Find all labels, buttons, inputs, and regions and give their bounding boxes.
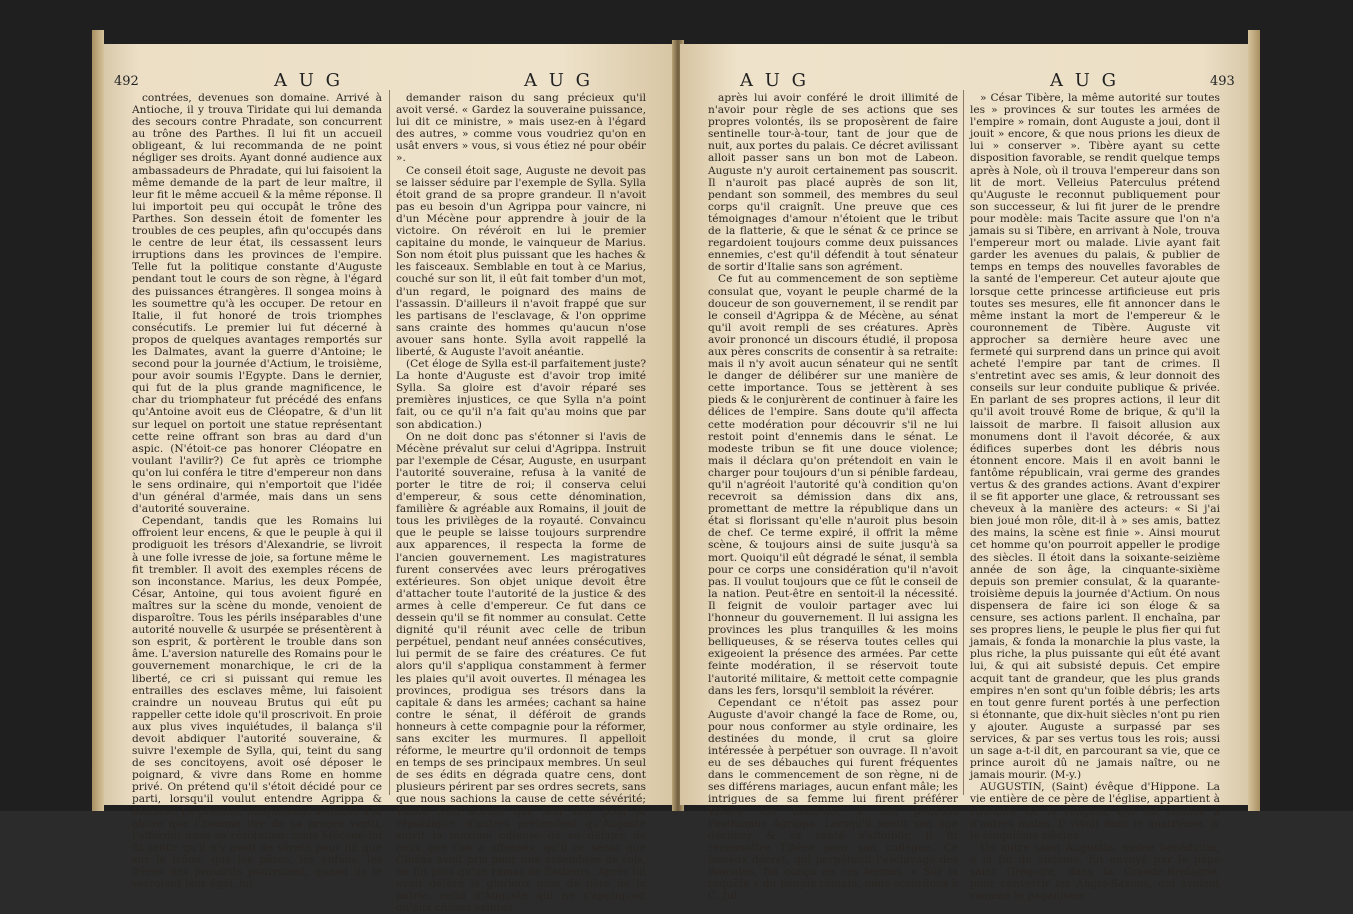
right-page-number: 493 [1210, 74, 1235, 89]
left-column-2 [396, 92, 646, 914]
left-columns [104, 92, 676, 914]
paragraph: On ne doit donc pas s'étonner si l'avis de Mécène prévalut sur celui d'Agrippa. Instruit par l'exemple de César, Auguste, en usurpant l'autorité souveraine, refusa à la vanité de porter le titre de roi; il conserva celui d'empereur, & sous cette dénomination, familière & agréable aux Romains, il jouit de tous les privilèges de la royauté. Convaincu que le peuple se laisse toujours surprendre aux apparences, il respecta la forme de l'ancien gouvernement. Les magistratures furent conservées avec leurs prérogatives extérieures. Son objet unique devoit être d'attacher toute l'autorité de la justice & des armes à celle d'empereur. Ce fut dans ce dessein qu'il se fit nommer au consulat. Cette dignité qu'il réunit avec celle de tribun perpétuel, pendant neuf années consécutives, lui permit de se faire des créatures. Ce fut alors qu'il s'appliqua constamment à fermer les plaies qu'il avoit ouvertes. Il ménagea les provinces, prodigua ses trésors dans la capitale & dans les armées; cachant sa haine contre le sénat, il déféroit de grands honneurs à cette compagnie pour la réformer, sans exciter les murmures. Il appelloit réforme, le meurtre qu'il ordonnoit de temps en temps de ses principaux membres. Un seul de ses édits en dégrada quatre cens, dont plusieurs périrent par ses ordres secrets, sans que nous sachions la cause de cette sévérité; Tacite n'en accuse que leur zèle pour la république: d'autres prétendent qu'Auguste suivit la maxime odieuse de se défaire de ceux que l'on a offensés; qu'il ce sénat que Cinéas avoit pris pour une assemblée de rois, ne fut plus qu'un ramas de flatteurs. Après lui avoir déféré le glorieux nom de père de la patrie, celui d'Auguste qui ne s'appliquoit qu'aux choses saintes, [396, 430, 646, 914]
left-running-head: A U G [274, 70, 343, 91]
paragraph: Cependant, tandis que les Romains lui offroient leur encens, & que le peuple à qui il prodiguoit les trésors d'Alexandrie, se livroit à une folle ivresse de joie, sa fortune même le fit trembler. Il avoit des exemples récens de son inconstance. Marius, les deux Pompée, César, Antoine, qui tous avoient figuré en maîtres sur la scène du monde, venoient de disparoître. Tous les périls inséparables d'une autorité nouvelle & usurpée se présentèrent à son esprit, & portèrent le trouble dans son âme. L'aversion naturelle des Romains pour le gouvernement monarchique, le cri de la liberté, ce cri si puissant qui remue les entrailles des esclaves même, lui faisoient craindre un nouveau Brutus qui eût pu rappeller cette idole qu'il proscrivoit. En proie aux plus vives inquiétudes, il balança s'il devoit abdiquer l'autorité souveraine, & suivre l'exemple de Sylla, qui, teint du sang de ses concitoyens, avoit osé déposer le poignard, & vivre dans Rome en homme privé. On prétend qu'il s'étoit décidé pour ce parti, lorsqu'il voulut entendre Agrippa & Mécène. Le premier, uniquement sensible à la gloire que l'homme tire de sa propre vertu, l'affermit dans sa résolution: mais Mécène lui fit sentir qu'il n'y avoit de sûreté pour lui que sur le trône; que les pères, les enfans, les frères des proscrits pourroient, quand ils le verroient leur égal, lui [132, 515, 382, 891]
left-column-1 [132, 92, 382, 891]
paragraph: Cependant ce n'étoit pas assez pour Auguste d'avoir changé la face de Rome, ou, pour nous conformer au style ordinaire, les destinées du monde, il crut sa gloire intéressée à perpétuer son ouvrage. Il n'avoit eu de ses débauches qui furent fréquentes dans le commencement de son règne, ni de ses différens mariages, aucun enfant mâle; les intrigues de sa femme lui firent préférer Tibère son beau-fils, à son petit-fils Posthumus Agrippa. Lorsqu'il sentit son âge décliner & sa santé s'affoiblir, il fit reconnoître Tibère pour son collègue. Ce fameux décret, qui perpétuoit l'esclavage des Romains, fut conçu en ces termes. « Sur la requête » du peuple romain, nous accordons à C. Jul. [708, 696, 958, 903]
right-page [680, 44, 1248, 903]
paragraph: Ce conseil étoit sage, Auguste ne devoit pas se laisser séduire par l'exemple de Sylla. Sylla étoit grand de sa propre grandeur. Il n'avoit pas eu besoin d'un Agrippa pour vaincre, ni d'un Mécène pour apprendre à jouir de la victoire. On révéroit en lui le premier capitaine du monde, le vainqueur de Marius. Son nom étoit plus puissant que les haches & les faisceaux. Semblable en tout à ce Marius, couché sur son lit, il eût fait tomber d'un mot, d'un regard, le poignard des mains de l'assassin. D'ailleurs il n'avoit frappé que sur les partisans de l'esclavage, & l'on opprime sans crainte des hommes qu'aucun n'ose avouer sans honte. Sylla avoit rappellé la liberté, & Auguste l'avoit anéantie. [396, 164, 646, 358]
paragraph: Un autre saint Augustin, moine bénédictin, à la fin du sixième, fut envoyé par le pape saint Grégoire, dans la Grande-Bretagne, pour convertir les Anglo-Saxons, qui avoient ramené le paganisme [970, 841, 1220, 903]
paragraph: contrées, devenues son domaine. Arrivé à Antioche, il y trouva Tiridate qui lui demanda des secours contre Phradate, son concurrent au trône des Parthes. Il lui fit un accueil obligeant, & lui recommanda de ne point négliger ses droits. Ayant donné audience aux ambassadeurs de Phradate, qui lui faisoient la même demande de la part de leur maître, il leur fit le même accueil & la même réponse. Il lui importoit peu qui occupât le trône des Parthes. Son dessein étoit de fomenter les troubles de ces peuples, afin qu'occupés dans le centre de leur état, ils cessassent leurs irruptions dans les provinces de l'empire. Telle fut la politique constante d'Auguste pendant tout le cours de son règne, à l'égard des puissances étrangères. Il songea moins à les soumettre qu'à les occuper. De retour en Italie, il fut honoré de trois triomphes consécutifs. Le premier lui fut décerné à propos de quelques avantages remportés sur les Dalmates, avant la guerre d'Antoine; le second pour la journée d'Actium, le troisième, pour avoir soumis l'Egypte. Dans le dernier, qui fut de la plus grande magnificence, le char du triomphateur fut précédé des enfans qu'Antoine avoit eus de Cléopatre, & d'un lit sur lequel on portoit une statue représentant cette reine offrant son bras au dard d'un aspic. (N'étoit-ce pas honorer Cléopatre en voulant l'avilir?) Ce fut après ce triomphe qu'on lui conféra le titre d'empereur non dans le sens ordinaire, qui n'emportoit que l'idée d'un général d'armée, mais dans un sens d'autorité souveraine. [132, 92, 382, 516]
right-column-2 [970, 92, 1220, 903]
paragraph: demander raison du sang précieux qu'il avoit versé. « Gardez la souveraine puissance, lui dit ce ministre, » mais usez-en à l'égard des autres, » comme vous voudriez qu'on en usât envers » vous, si vous étiez né pour obéir ». [396, 92, 646, 165]
right-running-head: A U G [1050, 70, 1119, 91]
right-column-1 [708, 92, 959, 903]
paragraph: (Cet éloge de Sylla est-il parfaitement juste? La honte d'Auguste est d'avoir trop imité Sylla. Sa gloire est d'avoir réparé ses premières injustices, ce que Sylla n'a point fait, ou ce qu'il n'a fait qu'au moins que par son abdication.) [396, 358, 646, 431]
right-columns [680, 92, 1248, 903]
paragraph: Ce fut au commencement de son septième consulat que, voyant le peuple charmé de la douceur de son gouvernement, il se rendit par le conseil d'Agrippa & de Mécène, au sénat qu'il avoit rempli de ses créatures. Après avoir prononcé un discours étudié, il proposa aux pères conscrits de consentir à sa retraite: mais il n'y avoit aucun sénateur qui ne sentît le danger de délibérer sur une manière de cette importance. Tous se jettèrent à ses pieds & le conjurèrent de continuer à faire les délices de l'empire. Sans doute qu'il affecta cette modération pour découvrir s'il ne lui restoit point d'ennemis dans le sénat. Le modeste tribun se fit une douce violence; mais il déclara qu'on prétendoit en vain le charger pour toujours d'un si pénible fardeau, qu'il n'agréoit l'autorité qu'à condition qu'on recevroit sa démission dans dix ans, promettant de mettre la république dans un état si florissant qu'elle n'auroit plus besoin de chef. Ce terme expiré, il offrit la même scène, & toujours ainsi de suite jusqu'à sa mort. Quoiqu'il eût dégradé le sénat, il sembla pour ce corps une considération qu'il n'avoit pas. Il voulut toujours que ce fût le conseil de la nation. Peut-être en sentoit-il la nécessité. Il feignit de vouloir partager avec lui l'honneur du gouvernement. Il lui assigna les provinces les plus tranquilles & les moins belliqueuses, & se réserva toutes celles qui exigeoient la présence des armées. Par cette feinte modération, il se réservoit toute l'autorité militaire, & mettoit cette compagnie dans les fers, lorsqu'il sembloit la révérer. [708, 273, 959, 697]
left-page-number: 492 [114, 74, 139, 89]
paragraph: après lui avoir conféré le droit illimité de n'avoir pour règle de ses actions que ses propres volontés, ils se proposèrent de faire sentinelle tour-à-tour, tant de jour que de nuit, aux portes du palais. Ce décret avilissant alloit passer sans un bon mot de Labeon. Auguste n'y auroit certainement pas souscrit. Il n'auroit pas placé auprès de son lit, pendant son sommeil, des membres du seul corps qu'il craignît. Une preuve que ces témoignages d'amour n'étoient que le tribut de la flatterie, & que le sénat & ce prince se regardoient toujours comme deux puissances ennemies, c'est qu'il défendit à tout sénateur de sortir d'Italie sans son agrément. [708, 92, 958, 274]
left-page-edge [92, 30, 104, 811]
right-page-edge [1248, 30, 1260, 811]
left-page [104, 44, 676, 914]
right-running-head-col1: A U G [740, 70, 809, 91]
paragraph: AUGUSTIN, (Saint) évêque d'Hippone. La vie entière de ce père de l'église, appartient à l'histoire de la religion, qui est confiée à d'autres mains. Il vivoit dans le quatrième, & le cinquième siècles. [970, 781, 1220, 842]
left-page-header [104, 70, 676, 90]
paragraph: » César Tibère, la même autorité sur toutes les » provinces & sur toutes les armées de l'empire » romain, dont Auguste a joui, dont il jouit » encore, & que nous prions les dieux de lui » conserver ». Tibère ayant su cette disposition favorable, se rendit quelque temps après à Nole, où il trouva l'empereur dans son lit de mort. Velleius Paterculus prétend qu'Auguste le reconnut publiquement pour son successeur, & lui fit jurer de le prendre pour modèle: mais Tacite assure que l'on n'a jamais su si Tibère, en arrivant à Nole, trouva l'empereur mort ou malade. Livie ayant fait garder les avenues du palais, & publier de temps en temps des nouvelles favorables de la santé de l'empereur. Cet auteur ajoute que lorsque cette princesse artificieuse eut pris toutes ses mesures, elle fit annoncer dans le même instant la mort de l'empereur & le couronnement de Tibère. Auguste vit approcher sa dernière heure avec une fermeté qui surprend dans un prince qui avoit acheté l'empire par tant de crimes. Il s'entretint avec ses amis, & leur donnoit des conseils sur leur conduite publique & privée. En parlant de ses propres actions, il leur dit qu'il avoit trouvé Rome de brique, & qu'il la laissoit de marbre. Il faisoit allusion aux monumens dont il l'avoit décorée, & aux édifices superbes dont les débris nous étonnent encore. Mais il en avoit banni le fantôme républicain, vrai germe des grandes vertus & des grandes actions. Avant d'expirer il se fit apporter une glace, & retroussant ses cheveux à la manière des acteurs: « Si j'ai bien joué mon rôle, dit-il à » ses amis, battez des mains, la scène est finie ». Ainsi mourut cet homme qu'on pourroit appeller le prodige des siècles. Il étoit dans la soixante-seizième année de son âge, la cinquante-sixième depuis son premier consulat, & la quarante-troisième depuis la journée d'Actium. On nous dispensera de faire ici son éloge & sa censure, ses actions parlent. Il enchaîna, par ses propres liens, le peuple le plus fier qui fut jamais, & fonda la monarchie la plus vaste, la plus riche, la plus puissante qui eût été avant lui, & qui ait subsisté depuis. Cet empire acquit tant de grandeur, que les plus grands empires n'en sont qu'un foible débris; les arts en tout genre furent portés à une perfection si étonnante, que dix-huit siècles n'ont pu rien y ajouter. Auguste a surpassé par ses services, & par ses vertus tous les rois; aussi un sage a-t-il dit, en parcourant sa vie, que ce prince auroit dû ne jamais naître, ou ne jamais mourir. (M-y.) [970, 92, 1220, 782]
left-running-head-col2: A U G [524, 70, 593, 91]
right-page-header [680, 70, 1248, 90]
